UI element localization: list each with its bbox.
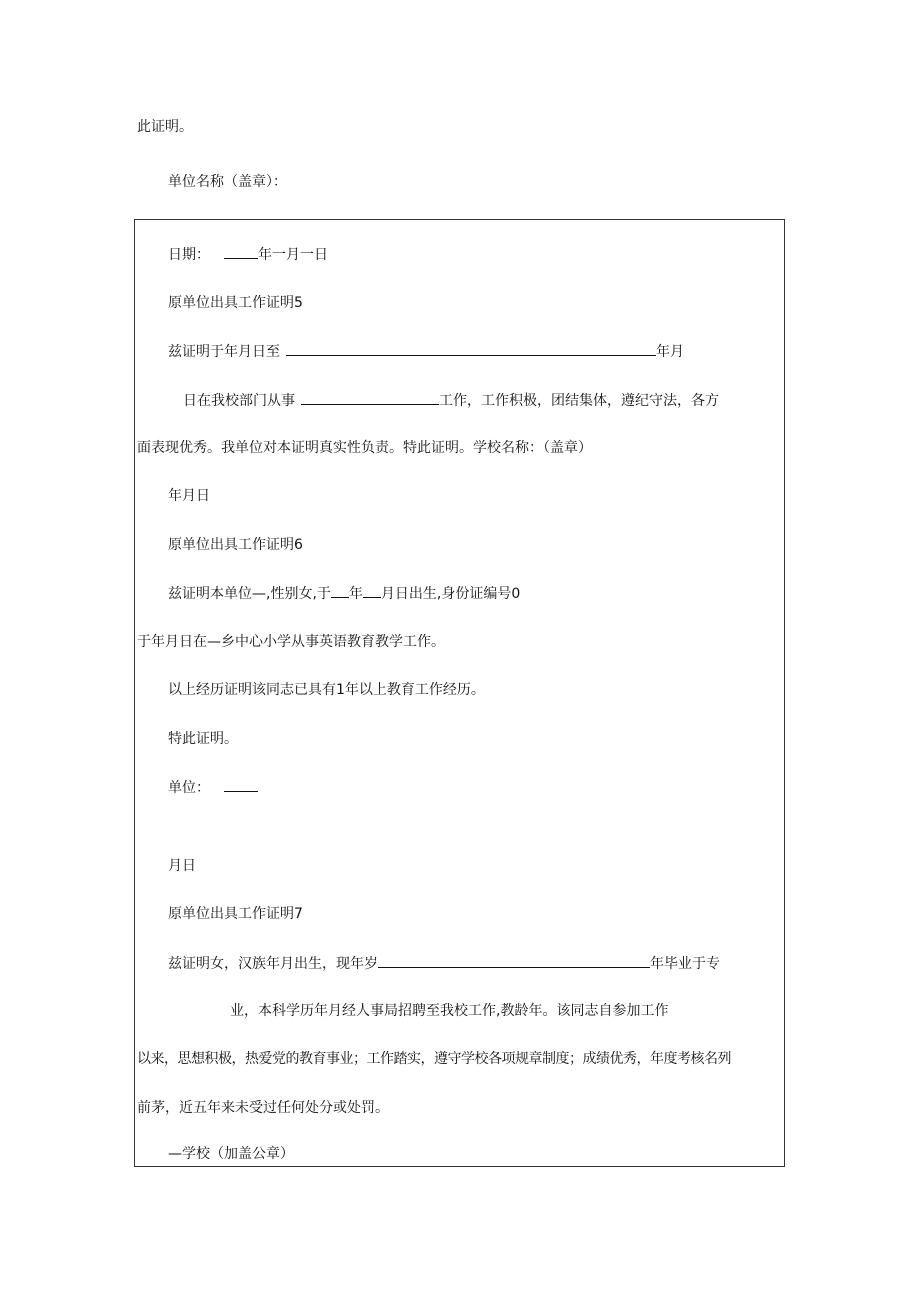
text: 日在我校部门从事 xyxy=(183,393,295,409)
section-title xyxy=(168,904,303,924)
text: 兹证明于年月日至 xyxy=(168,344,280,360)
text: 年月 xyxy=(656,344,684,360)
text: —学校（加盖公章） xyxy=(168,1146,294,1162)
text: 月日 xyxy=(168,858,196,874)
text: 兹证明女，汉族年月出生，现年岁 xyxy=(168,956,378,972)
section-title xyxy=(168,293,303,313)
blank-field xyxy=(224,244,258,259)
text-line xyxy=(168,172,287,192)
text-line xyxy=(168,729,238,749)
text: 前茅，近五年来未受过任何处分或处罚。 xyxy=(137,1100,389,1116)
text: 此证明。 xyxy=(137,119,193,135)
text-line xyxy=(183,390,719,411)
blank-field xyxy=(286,341,656,356)
unit-label: 单位： xyxy=(168,780,210,796)
text-line xyxy=(168,953,720,974)
text: 以上经历证明该同志已具有1年以上教育工作经历。 xyxy=(168,682,485,698)
title: 原单位出具工作证明7 xyxy=(168,906,303,922)
text: 于年月日在—乡中心小学从事英语教育教学工作。 xyxy=(137,634,445,650)
text: 单位名称（盖章）： xyxy=(168,174,287,190)
text: 兹证明本单位—,性别女,于 xyxy=(168,586,331,602)
text: 以来，思想积极，热爱党的教育事业；工作踏实，遵守学校各项规章制度；成绩优秀，年度考核名列 xyxy=(137,1051,731,1067)
signature-line xyxy=(168,1144,294,1164)
text-line xyxy=(230,1001,668,1021)
text-line xyxy=(137,438,592,458)
blank-field xyxy=(363,583,381,598)
text-line xyxy=(137,117,193,137)
text-line xyxy=(168,486,210,506)
text: 年毕业于专 xyxy=(650,956,720,972)
blank-field xyxy=(224,777,258,792)
blank-field xyxy=(331,583,349,598)
text: 特此证明。 xyxy=(168,731,238,747)
text: 年 xyxy=(348,586,363,602)
text-line xyxy=(137,1049,731,1069)
text-line xyxy=(168,856,196,876)
date-line xyxy=(168,244,328,265)
text: 工作，工作积极，团结集体，遵纪守法，各方 xyxy=(439,393,719,409)
blank-field xyxy=(378,953,650,968)
date-label: 日期： xyxy=(168,247,210,263)
text: 业，本科学历年月经人事局招聘至我校工作,教龄年。该同志自参加工作 xyxy=(230,1003,669,1019)
unit-line xyxy=(168,777,258,798)
text: 年月日 xyxy=(168,488,210,504)
text-line xyxy=(137,1098,389,1118)
title: 原单位出具工作证明5 xyxy=(168,295,303,311)
blank-field xyxy=(301,390,439,405)
text: 面表现优秀。我单位对本证明真实性负责。特此证明。学校名称：（盖章） xyxy=(137,440,592,456)
section-title xyxy=(168,535,303,555)
date-suffix: 年一月一日 xyxy=(258,247,328,263)
text-line xyxy=(168,341,684,362)
text: 月日出生,身份证编号0 xyxy=(380,586,521,602)
title: 原单位出具工作证明6 xyxy=(168,537,303,553)
text-line xyxy=(137,632,445,652)
text-line xyxy=(168,680,485,700)
text-line xyxy=(168,583,520,604)
